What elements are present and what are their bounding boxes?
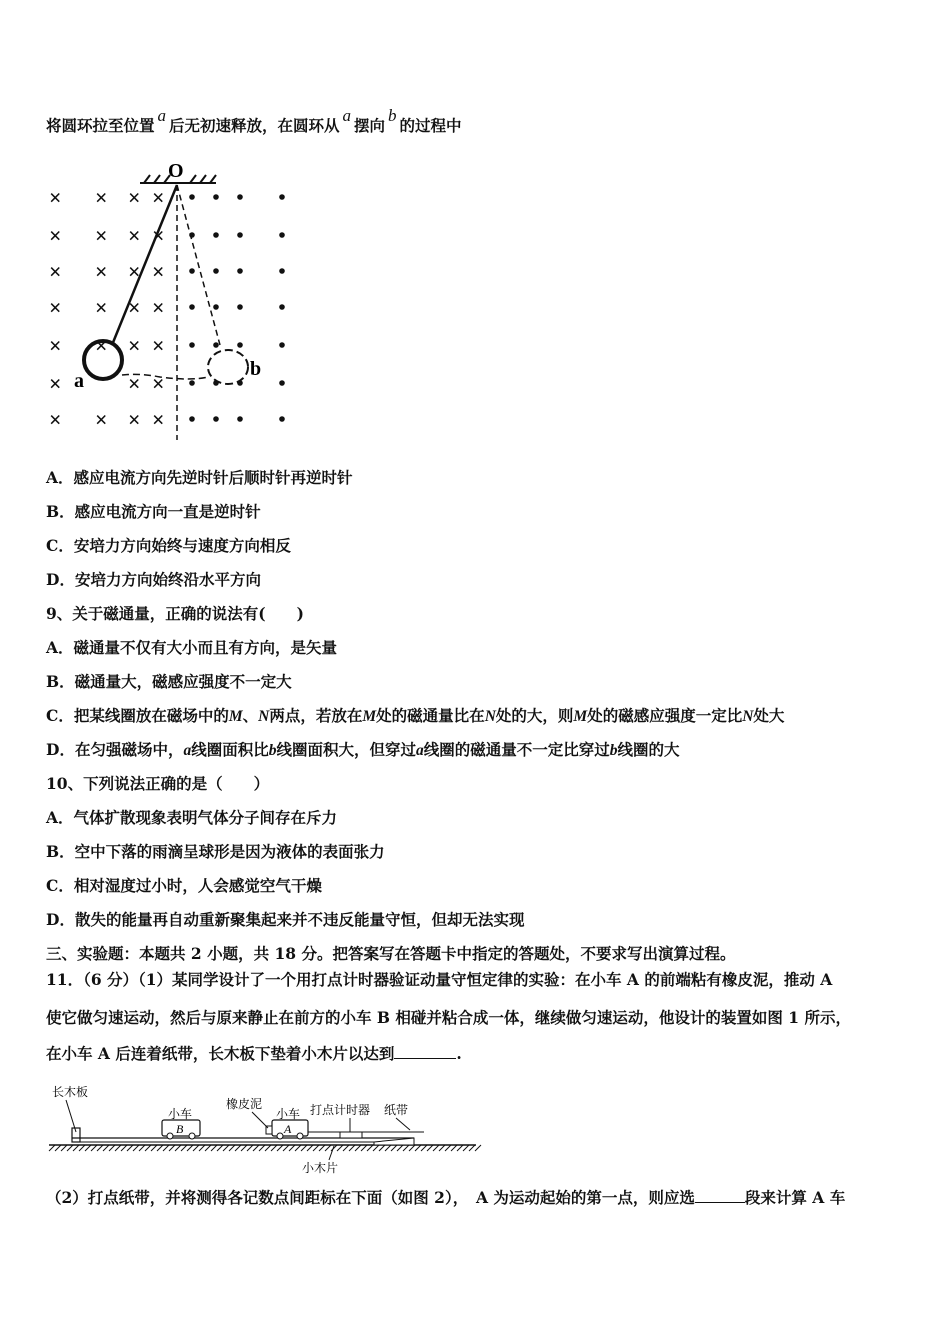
hatch-line	[427, 1145, 433, 1151]
cross-mark: ×	[128, 295, 141, 320]
dot-mark	[279, 304, 285, 310]
hatch-line	[49, 1145, 55, 1151]
q11-line-1: 11．（6 分）（1）某同学设计了一个用打点计时器验证动量守恒定律的实验：在小车 A 的前端粘有橡皮泥，推动 A	[46, 970, 833, 989]
hatch-line	[301, 1145, 307, 1151]
dot-mark	[213, 232, 219, 238]
cross-mark: ×	[152, 259, 165, 284]
q8-option-d: D．安培力方向始终沿水平方向	[46, 570, 261, 589]
hatch-line	[313, 1145, 319, 1151]
label-o: O	[168, 160, 184, 182]
hatch-line	[133, 1145, 139, 1151]
hatch-line	[97, 1145, 103, 1151]
hatch-line	[475, 1145, 481, 1151]
ring-b	[208, 350, 248, 384]
hatch-line	[337, 1145, 343, 1151]
label-a: a	[74, 370, 84, 392]
dot-mark	[213, 416, 219, 422]
cross-mark: ×	[152, 407, 165, 432]
cross-mark: ×	[128, 371, 141, 396]
apparatus-figure	[44, 1080, 484, 1180]
hatch-line	[205, 1145, 211, 1151]
hatch-line	[199, 1145, 205, 1151]
dot-mark	[213, 268, 219, 274]
cross-mark: ×	[49, 185, 62, 210]
hatch-line	[211, 1145, 217, 1151]
cross-mark: ×	[95, 185, 108, 210]
dot-mark	[279, 232, 285, 238]
dot-mark	[213, 342, 219, 348]
hatch-line	[421, 1145, 427, 1151]
dot-mark	[189, 268, 195, 274]
hatch-line	[169, 1145, 175, 1151]
label-cart-a-letter: A	[284, 1122, 292, 1136]
hatch-line	[403, 1145, 409, 1151]
hatch-line	[193, 1145, 199, 1151]
hatch-line	[397, 1145, 403, 1151]
q9-stem: 9、关于磁通量，正确的说法有( )	[46, 604, 304, 623]
hatch-line	[373, 1145, 379, 1151]
cross-mark: ×	[95, 407, 108, 432]
q9-option-b: B．磁通量大，磁感应强度不一定大	[46, 672, 292, 691]
hatch-line	[331, 1145, 337, 1151]
q10-stem: 10、下列说法正确的是（ ）	[46, 774, 270, 793]
hatch-line	[343, 1145, 349, 1151]
var-a-2: a	[342, 106, 352, 125]
hatch-line	[247, 1145, 253, 1151]
cross-mark: ×	[95, 223, 108, 248]
q9-option-a: A．磁通量不仅有大小而且有方向，是矢量	[46, 638, 338, 657]
q8-option-a: A．感应电流方向先逆时针后顺时针再逆时针	[46, 468, 353, 487]
cross-mark: ×	[152, 371, 165, 396]
string-to-b	[177, 185, 220, 345]
hatch-line	[145, 1145, 151, 1151]
hatch-line	[91, 1145, 97, 1151]
hatch-line	[433, 1145, 439, 1151]
hatch-line	[319, 1145, 325, 1151]
hatch-line	[379, 1145, 385, 1151]
hatch-line	[283, 1145, 289, 1151]
dot-mark	[213, 194, 219, 200]
intro-text-1: 将圆环拉至位置	[46, 116, 155, 135]
dot-mark	[279, 342, 285, 348]
dot-mark	[279, 194, 285, 200]
q10-option-c: C．相对湿度过小时，人会感觉空气干燥	[46, 876, 322, 895]
hatch-line	[139, 1145, 145, 1151]
intro-text-4: 的过程中	[399, 116, 462, 135]
hatch-line	[187, 1145, 193, 1151]
label-cart-a: 小车	[276, 1107, 301, 1121]
dot-mark	[237, 194, 243, 200]
q10-option-a: A．气体扩散现象表明气体分子间存在斥力	[46, 808, 338, 827]
cross-mark: ×	[49, 223, 62, 248]
hatch-line	[235, 1145, 241, 1151]
var-b: b	[388, 106, 397, 125]
var-a: a	[157, 106, 167, 125]
timer	[340, 1132, 362, 1138]
hatch-line	[67, 1145, 73, 1151]
hatch-line	[385, 1145, 391, 1151]
intro-line	[46, 106, 462, 136]
cross-mark: ×	[128, 259, 141, 284]
cross-mark: ×	[128, 223, 141, 248]
hatch-line	[415, 1145, 421, 1151]
hatch-line	[259, 1145, 265, 1151]
cross-mark: ×	[95, 259, 108, 284]
label-cart-b-letter: B	[176, 1122, 184, 1136]
hatch-line	[217, 1145, 223, 1151]
hatch-line	[151, 1145, 157, 1151]
cross-mark: ×	[152, 333, 165, 358]
q10-option-b: B．空中下落的雨滴呈球形是因为液体的表面张力	[46, 842, 385, 861]
q11-line-4: （2）打点纸带，并将测得各记数点间距标在下面（如图 2）， A 为运动起始的第一点，则应选 段来计算 A 车	[46, 1188, 846, 1207]
dot-mark	[279, 380, 285, 386]
dot-mark	[279, 268, 285, 274]
pendulum-figure	[40, 155, 310, 445]
label-board: 长木板	[52, 1085, 89, 1099]
cross-mark: ×	[49, 295, 62, 320]
hatch-line	[55, 1145, 61, 1151]
q11-line-3: 在小车 A 后连着纸带，长木板下垫着小木片以达到 .	[46, 1044, 462, 1063]
hatch-line	[265, 1145, 271, 1151]
cross-mark: ×	[128, 185, 141, 210]
q8-option-b: B．感应电流方向一直是逆时针	[46, 502, 261, 521]
q11-line-2: 使它做匀速运动，然后与原来静止在前方的小车 B 相碰并粘合成一体，继续做匀速运动，他设计的装置如图 1 所示，	[46, 1008, 851, 1027]
hatch-line	[409, 1145, 415, 1151]
cross-mark: ×	[152, 223, 165, 248]
hatch-line	[253, 1145, 259, 1151]
q9-option-d: D．在匀强磁场中，a线圈面积比b线圈面积大，但穿过a线圈的磁通量不一定比穿过b线圈的大	[46, 740, 680, 759]
label-b: b	[250, 358, 262, 380]
hatch-line	[229, 1145, 235, 1151]
hatch-line	[223, 1145, 229, 1151]
hatch-line	[271, 1145, 277, 1151]
intro-text-2: 后无初速释放，在圆环从	[169, 116, 340, 135]
dot-mark	[189, 380, 195, 386]
dot-mark	[237, 268, 243, 274]
cross-mark: ×	[95, 333, 108, 358]
cross-mark: ×	[152, 185, 165, 210]
cross-mark: ×	[49, 259, 62, 284]
hatch-line	[445, 1145, 451, 1151]
q10-option-d: D．散失的能量再自动重新聚集起来并不违反能量守恒，但却无法实现	[46, 910, 525, 929]
hatch-line	[241, 1145, 247, 1151]
label-tape: 纸带	[384, 1103, 409, 1117]
dot-mark	[189, 304, 195, 310]
hatch-line	[85, 1145, 91, 1151]
hatch-line	[355, 1145, 361, 1151]
cross-mark: ×	[49, 371, 62, 396]
dot-mark	[279, 416, 285, 422]
dot-mark	[189, 416, 195, 422]
hatch-line	[277, 1145, 283, 1151]
cross-mark: ×	[128, 407, 141, 432]
cross-mark: ×	[49, 407, 62, 432]
hatch-line	[103, 1145, 109, 1151]
hatch-line	[109, 1145, 115, 1151]
hatch-line	[463, 1145, 469, 1151]
cross-mark: ×	[49, 333, 62, 358]
dot-mark	[237, 232, 243, 238]
dot-mark	[189, 194, 195, 200]
label-clay: 橡皮泥	[226, 1097, 263, 1111]
ground-hatch	[49, 1145, 481, 1151]
hatch-line	[469, 1145, 475, 1151]
cross-mark: ×	[152, 295, 165, 320]
hatch-line	[295, 1145, 301, 1151]
hatch-line	[289, 1145, 295, 1151]
q9-option-c: C．把某线圈放在磁场中的M、N两点，若放在M处的磁通量比在N处的大，则M处的磁感应强度一定比N处大	[46, 706, 785, 725]
intro-text-3: 摆向	[354, 116, 386, 135]
hatch-line	[163, 1145, 169, 1151]
hatch-line	[367, 1145, 373, 1151]
q8-option-c: C．安培力方向始终与速度方向相反	[46, 536, 291, 555]
hatch-line	[61, 1145, 67, 1151]
hatch-line	[361, 1145, 367, 1151]
hatch-line	[157, 1145, 163, 1151]
dot-mark	[189, 342, 195, 348]
cross-mark: ×	[95, 295, 108, 320]
hatch-line	[115, 1145, 121, 1151]
label-wedge: 小木片	[302, 1161, 339, 1175]
section-3-heading: 三、实验题：本题共 2 小题，共 18 分。把答案写在答题卡中指定的答题处，不要求写出演算过程。	[46, 944, 736, 963]
string-to-a	[112, 185, 177, 345]
hatch-line	[349, 1145, 355, 1151]
hatch-line	[121, 1145, 127, 1151]
hatch-line	[73, 1145, 79, 1151]
hatch-line	[457, 1145, 463, 1151]
hatch-line	[175, 1145, 181, 1151]
dot-mark	[237, 304, 243, 310]
hatch-line	[391, 1145, 397, 1151]
dot-mark	[237, 342, 243, 348]
answer-blank-1[interactable]	[394, 1044, 456, 1059]
hatch-line	[127, 1145, 133, 1151]
dot-mark	[237, 416, 243, 422]
cross-mark: ×	[128, 333, 141, 358]
hatch-line	[325, 1145, 331, 1151]
hatch-line	[451, 1145, 457, 1151]
hatch-line	[79, 1145, 85, 1151]
hatch-line	[307, 1145, 313, 1151]
hatch-line	[439, 1145, 445, 1151]
label-cart-b: 小车	[168, 1107, 193, 1121]
label-timer: 打点计时器	[310, 1103, 371, 1117]
answer-blank-2[interactable]	[695, 1188, 745, 1203]
dot-mark	[213, 304, 219, 310]
dot-grid	[189, 194, 285, 422]
hatch-line	[181, 1145, 187, 1151]
cross-grid	[49, 185, 165, 432]
